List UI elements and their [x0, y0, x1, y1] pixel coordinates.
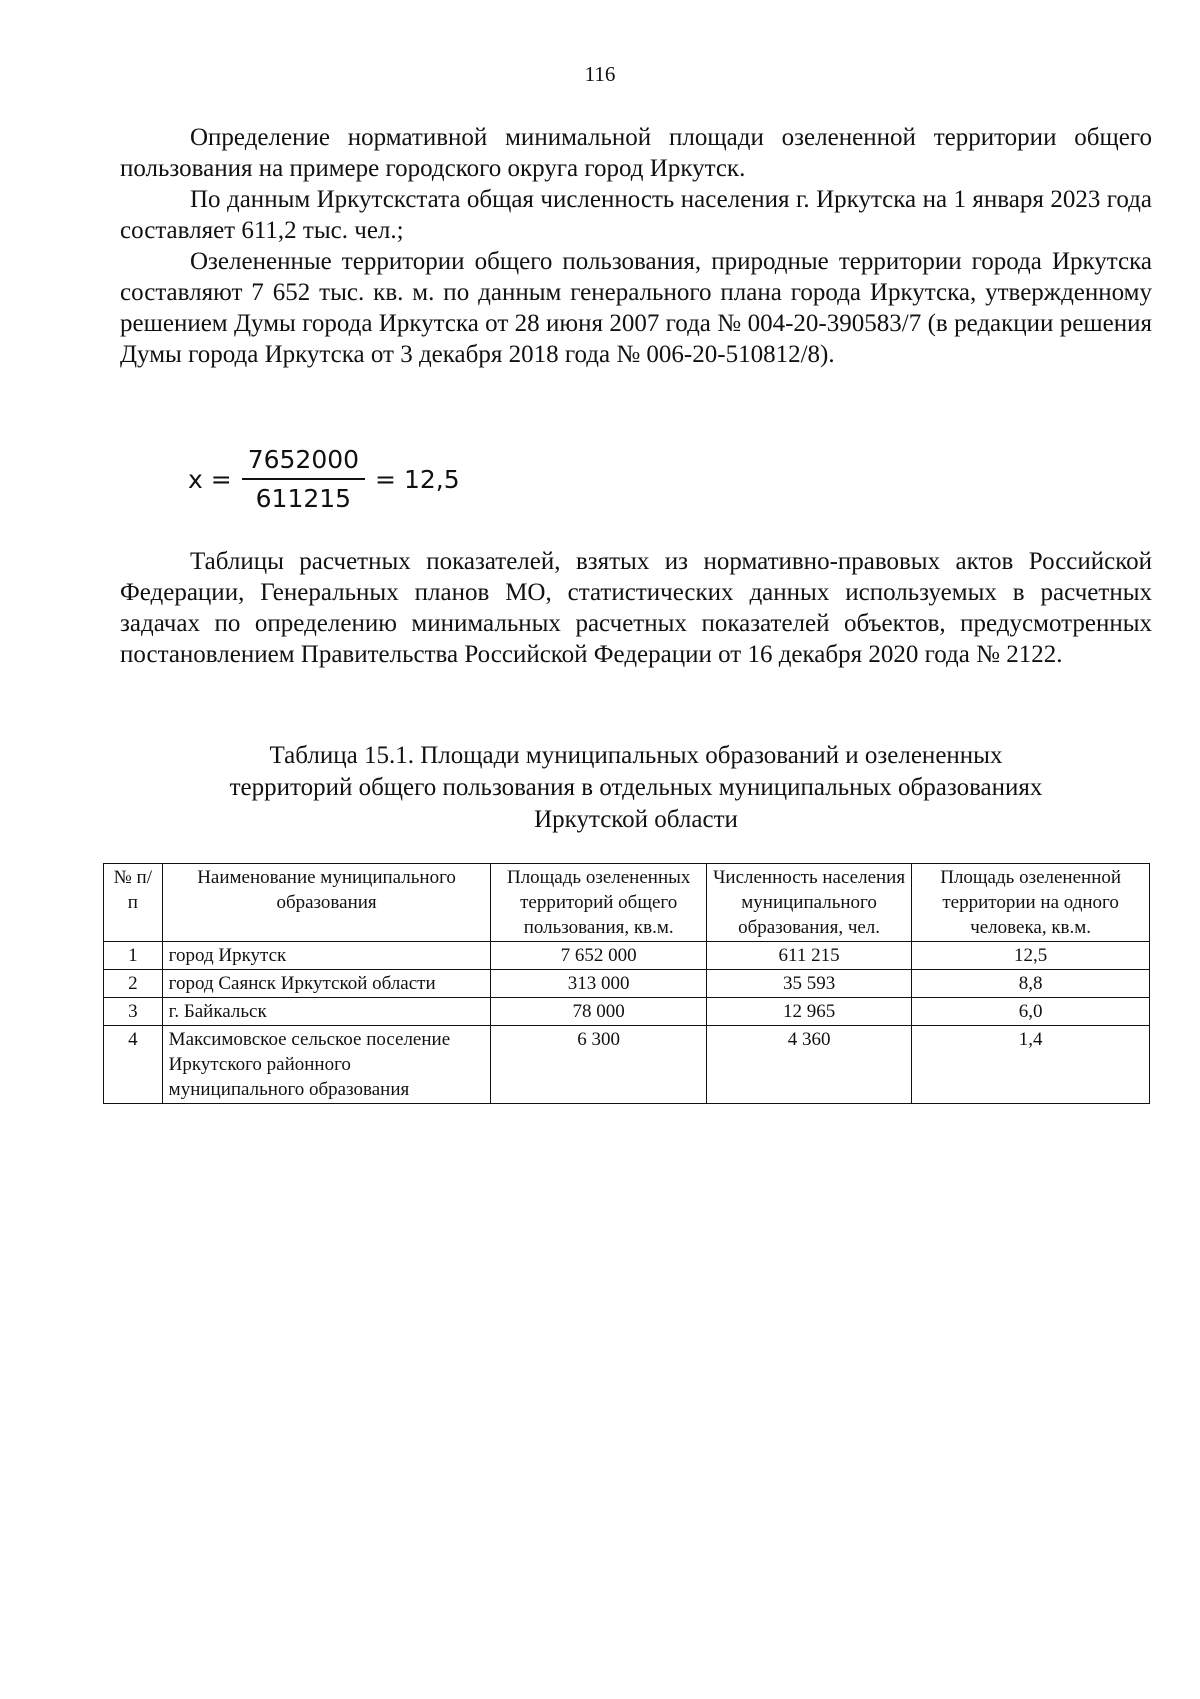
header-municipality-name: Наименование муниципального образования — [162, 864, 491, 942]
formula-rhs: = 12,5 — [375, 464, 460, 494]
cell-green-area: 6 300 — [491, 1026, 706, 1104]
table-caption-line-1: Таблица 15.1. Площади муниципальных образований и озелененных — [269, 742, 1003, 769]
formula-fraction — [242, 445, 365, 513]
cell-municipality-name: г. Байкальск — [162, 998, 491, 1026]
formula-numerator: 7652000 — [242, 445, 365, 480]
header-area-per-person: Площадь озелененной территории на одного человека, кв.м. — [912, 864, 1150, 942]
cell-area-per-person: 8,8 — [912, 970, 1150, 998]
cell-population: 12 965 — [706, 998, 911, 1026]
header-number: № п/п — [104, 864, 163, 942]
cell-number: 2 — [104, 970, 163, 998]
intro-section — [120, 122, 1152, 370]
intro-paragraph-1: Определение нормативной минимальной площади озелененной территории общего пользования на примере городского округа город Иркутск. — [120, 124, 1152, 182]
table-row — [104, 998, 1150, 1026]
page-number: 116 — [584, 62, 616, 86]
intro-paragraph-2: По данным Иркутскстата общая численность населения г. Иркутска на 1 января 2023 года составляет 611,2 тыс. чел.; — [120, 186, 1152, 244]
table-row — [104, 1026, 1150, 1104]
cell-population: 35 593 — [706, 970, 911, 998]
table-caption — [120, 740, 1152, 836]
cell-population: 4 360 — [706, 1026, 911, 1104]
header-population: Численность населения муниципального образования, чел. — [706, 864, 911, 942]
cell-number: 3 — [104, 998, 163, 1026]
cell-area-per-person: 6,0 — [912, 998, 1150, 1026]
cell-municipality-name: город Иркутск — [162, 942, 491, 970]
header-green-area: Площадь озелененных территорий общего пользования, кв.м. — [491, 864, 706, 942]
cell-area-per-person: 12,5 — [912, 942, 1150, 970]
cell-municipality-name: город Саянск Иркутской области — [162, 970, 491, 998]
cell-number: 1 — [104, 942, 163, 970]
table-row — [104, 942, 1150, 970]
tables-intro-paragraph: Таблицы расчетных показателей, взятых из нормативно-правовых актов Российской Федерации, Генеральных планов МО, статистических данных используемых в расчетных задачах по определению минимальных расчетных показателей объектов, предусмотренных постановлением Правительства Российской Федерации от 16 декабря 2020 года № 2122. — [120, 548, 1152, 668]
cell-number: 4 — [104, 1026, 163, 1104]
table-caption-line-2: территорий общего пользования в отдельных муниципальных образованиях — [229, 774, 1043, 801]
calculation-formula — [188, 445, 460, 513]
cell-population: 611 215 — [706, 942, 911, 970]
formula-denominator: 611215 — [255, 484, 352, 513]
table-header-row — [104, 864, 1150, 942]
cell-municipality-name: Максимовское сельское поселение Иркутского районного муниципального образования — [162, 1026, 491, 1104]
tables-intro-section — [120, 546, 1152, 670]
cell-green-area: 78 000 — [491, 998, 706, 1026]
cell-area-per-person: 1,4 — [912, 1026, 1150, 1104]
green-areas-table — [103, 863, 1150, 1104]
table-row — [104, 970, 1150, 998]
table-caption-line-3: Иркутской области — [534, 806, 738, 833]
cell-green-area: 313 000 — [491, 970, 706, 998]
formula-lhs: x = — [188, 464, 232, 494]
intro-paragraph-3: Озелененные территории общего пользования, природные территории города Иркутска составляют 7 652 тыс. кв. м. по данным генерального плана города Иркутска, утвержденному решением Думы города Иркутска от 28 июня 2007 года № 004-20-390583/7 (в редакции решения Думы города Иркутска от 3 декабря 2018 года № 006-20-510812/8). — [120, 248, 1152, 368]
cell-green-area: 7 652 000 — [491, 942, 706, 970]
